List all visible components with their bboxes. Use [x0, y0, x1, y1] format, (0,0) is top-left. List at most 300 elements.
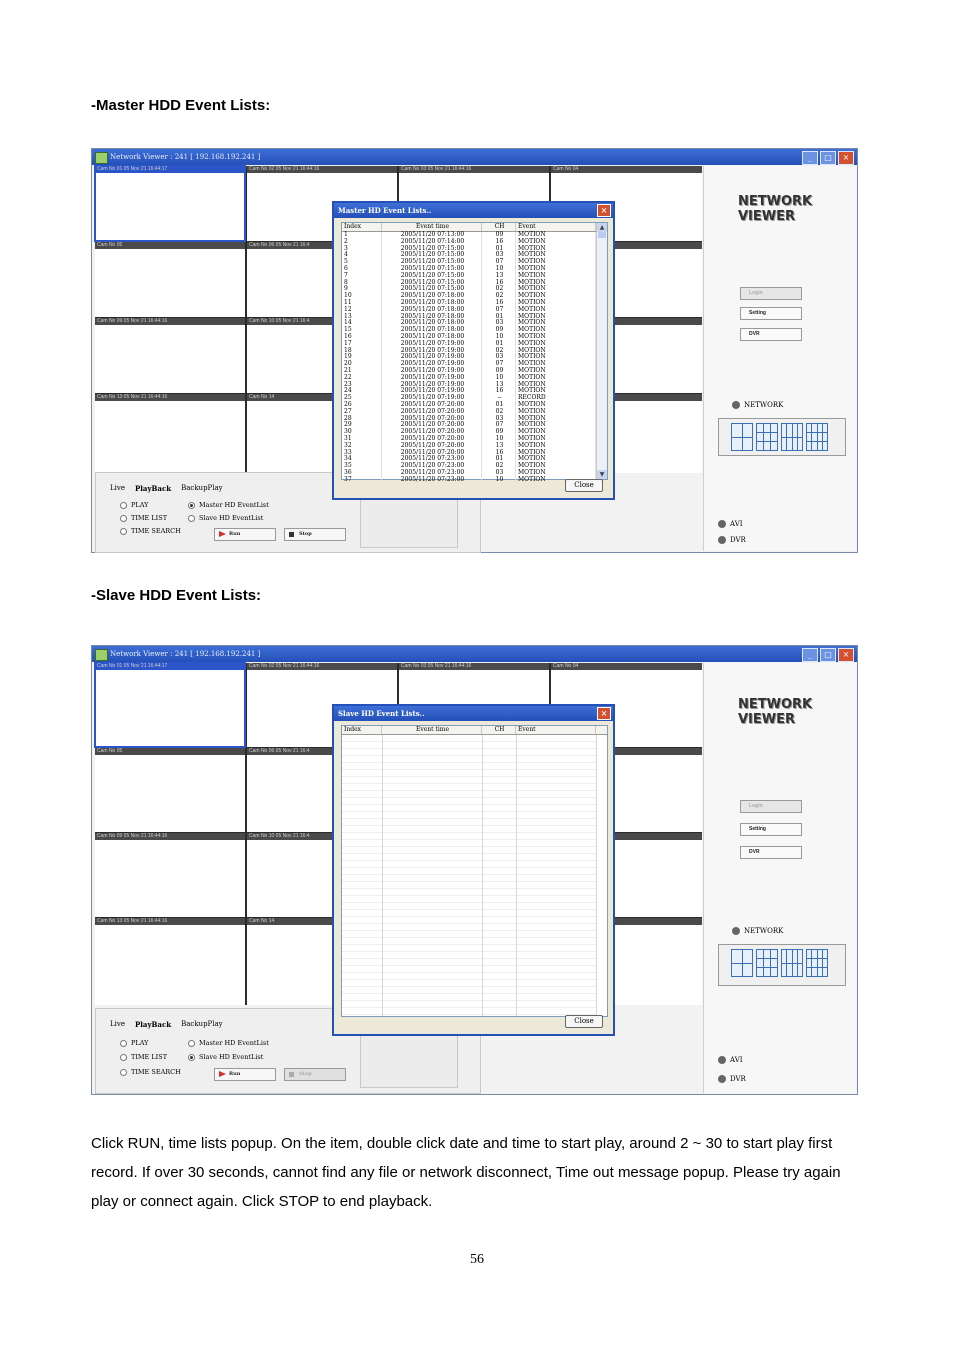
camera-cell[interactable] — [95, 394, 245, 473]
row-event: MOTION — [516, 334, 596, 341]
row-event-time: 2005/11/20 07:19:00 — [382, 382, 482, 389]
heading-slave: -Slave HDD Event Lists: — [91, 587, 262, 604]
camera-label: Cam No 02 05 Nov 21 16:44:16 — [247, 166, 397, 173]
network-status-icon — [732, 401, 740, 409]
row-event: MOTION — [516, 300, 596, 307]
row-event: MOTION — [516, 273, 596, 280]
row-event: MOTION — [516, 409, 596, 416]
table-row[interactable] — [342, 375, 607, 382]
camera-label: Cam No 03 05 Nov 21 16:44:16 — [399, 166, 549, 173]
row-ch: 01 — [482, 402, 516, 409]
row-event-time: 2005/11/20 07:20:00 — [382, 429, 482, 436]
table-row[interactable] — [342, 382, 607, 389]
row-ch: 02 — [482, 293, 516, 300]
dialog-close-button[interactable]: Close — [565, 1015, 603, 1028]
dialog-close-icon[interactable]: × — [597, 707, 611, 720]
row-event-time: 2005/11/20 07:20:00 — [382, 436, 482, 443]
layout-4x4-button[interactable] — [806, 423, 828, 451]
option-time-list[interactable]: TIME LIST — [120, 1053, 167, 1061]
layout-3x3-button[interactable] — [781, 423, 803, 451]
network-viewer-logo: NETWORK VIEWER — [738, 697, 813, 727]
row-index: 19 — [342, 354, 382, 361]
row-index: 2 — [342, 239, 382, 246]
close-window-button[interactable]: × — [838, 151, 854, 165]
slave-event-dialog — [332, 704, 615, 1036]
table-row[interactable] — [342, 232, 607, 239]
table-row[interactable] — [342, 456, 607, 463]
row-event-time: 2005/11/20 07:18:00 — [382, 300, 482, 307]
row-event-time: 2005/11/20 07:15:00 — [382, 246, 482, 253]
row-index: 16 — [342, 334, 382, 341]
instruction-paragraph: Click RUN, time lists popup. On the item, double click date and time to start play, around 2 ~ 30 to start play first record. If over 30 seconds, cannot find any file or network disconnect, Time out message popup. Please try again play or connect again. Click STOP to end playback. — [91, 1135, 841, 1210]
network-status-icon — [732, 927, 740, 935]
row-event-time: 2005/11/20 07:20:00 — [382, 450, 482, 457]
row-event-time: 2005/11/20 07:15:00 — [382, 266, 482, 273]
row-event-time: 2005/11/20 07:23:00 — [382, 456, 482, 463]
table-row[interactable] — [342, 402, 607, 409]
row-ch: 02 — [482, 409, 516, 416]
row-event: MOTION — [516, 286, 596, 293]
row-event-time: 2005/11/20 07:19:00 — [382, 375, 482, 382]
row-ch: 01 — [482, 456, 516, 463]
row-ch: 13 — [482, 273, 516, 280]
row-ch: 16 — [482, 300, 516, 307]
minimize-button[interactable]: _ — [802, 151, 818, 165]
row-ch: 09 — [482, 368, 516, 375]
row-index: 4 — [342, 252, 382, 259]
maximize-button[interactable]: □ — [820, 648, 836, 662]
option-time-search[interactable]: TIME SEARCH — [120, 527, 181, 535]
row-ch: 01 — [482, 341, 516, 348]
row-index: 8 — [342, 280, 382, 287]
table-row[interactable] — [342, 388, 607, 395]
table-row[interactable] — [342, 259, 607, 266]
table-row[interactable] — [342, 334, 607, 341]
maximize-button[interactable]: □ — [820, 151, 836, 165]
row-event-time: 2005/11/20 07:19:00 — [382, 395, 482, 402]
row-ch: 07 — [482, 422, 516, 429]
camera-label: Cam No 05 — [95, 748, 245, 755]
camera-cell[interactable] — [95, 833, 245, 917]
close-window-button[interactable]: × — [838, 648, 854, 662]
table-row[interactable] — [342, 395, 607, 402]
camera-label: Cam No 04 — [551, 663, 702, 670]
row-event-time: 2005/11/20 07:19:00 — [382, 354, 482, 361]
row-event: MOTION — [516, 320, 596, 327]
event-list-header — [342, 726, 607, 735]
row-event: MOTION — [516, 246, 596, 253]
row-index: 28 — [342, 416, 382, 423]
row-event-time: 2005/11/20 07:20:00 — [382, 416, 482, 423]
camera-label: Cam No 14 — [247, 918, 397, 925]
dvr-button[interactable]: DVR — [740, 328, 802, 341]
table-row[interactable] — [342, 239, 607, 246]
row-ch: 07 — [482, 361, 516, 368]
avi-radio-icon — [718, 1056, 726, 1064]
event-list — [341, 725, 608, 1017]
camera-label: Cam No 13 05 Nov 21 16:44:16 — [95, 394, 245, 401]
scrollbar[interactable] — [596, 223, 607, 479]
network-viewer-logo: NETWORK VIEWER — [738, 194, 813, 224]
row-index: 26 — [342, 402, 382, 409]
row-ch: 10 — [482, 266, 516, 273]
row-index: 5 — [342, 259, 382, 266]
row-event: MOTION — [516, 456, 596, 463]
row-index: 33 — [342, 450, 382, 457]
tab-playback[interactable]: PlayBack — [134, 484, 172, 493]
row-event-time: 2005/11/20 07:18:00 — [382, 320, 482, 327]
row-ch: 01 — [482, 314, 516, 321]
layout-1x1-button[interactable] — [731, 423, 753, 451]
row-index: 18 — [342, 348, 382, 355]
row-event: RECORD — [516, 395, 596, 402]
right-panel — [703, 166, 856, 551]
camera-label: Cam No 01 05 Nov 21 16:44:17 — [95, 663, 245, 670]
option-master-eventlist[interactable]: Master HD EventList — [188, 501, 269, 509]
stop-button[interactable]: Stop — [284, 528, 346, 541]
row-event-time: 2005/11/20 07:15:00 — [382, 280, 482, 287]
option-slave-eventlist[interactable]: Slave HD EventList — [188, 1053, 263, 1061]
row-ch: 03 — [482, 354, 516, 361]
row-ch: 10 — [482, 334, 516, 341]
camera-label: Cam No 10 05 Nov 21 16:4 — [247, 318, 397, 325]
tab-backupplay[interactable]: BackupPlay — [181, 1020, 223, 1028]
row-event: MOTION — [516, 341, 596, 348]
row-ch: 16 — [482, 239, 516, 246]
column-index[interactable]: Index — [342, 726, 382, 734]
row-ch: 10 — [482, 375, 516, 382]
camera-label: Cam No 14 — [247, 394, 397, 401]
row-index: 31 — [342, 436, 382, 443]
row-event: MOTION — [516, 293, 596, 300]
row-ch: 10 — [482, 477, 516, 484]
row-ch: 09 — [482, 429, 516, 436]
row-index: 37 — [342, 477, 382, 484]
column-event-time[interactable]: Event time — [382, 726, 482, 734]
layout-1x1-button[interactable] — [731, 949, 753, 977]
camera-cell[interactable] — [95, 166, 245, 241]
row-index: 35 — [342, 463, 382, 470]
row-ch: 10 — [482, 436, 516, 443]
row-event-time: 2005/11/20 07:18:00 — [382, 327, 482, 334]
row-event-time: 2005/11/20 07:23:00 — [382, 470, 482, 477]
row-event: MOTION — [516, 375, 596, 382]
camera-cell[interactable] — [95, 748, 245, 832]
table-row[interactable] — [342, 354, 607, 361]
row-event: MOTION — [516, 436, 596, 443]
slave-screenshot — [91, 645, 858, 1095]
row-event-time: 2005/11/20 07:19:00 — [382, 348, 482, 355]
window-title: Network Viewer : 241 [ 192.168.192.241 ] — [110, 153, 261, 161]
layout-2x2-button[interactable] — [756, 949, 778, 977]
row-event: MOTION — [516, 443, 596, 450]
row-index: 24 — [342, 388, 382, 395]
scroll-thumb[interactable] — [598, 232, 606, 238]
layout-selector — [718, 944, 846, 986]
network-indicator: NETWORK — [732, 927, 783, 935]
camera-label: Cam No 06 05 Nov 21 16:4 — [247, 748, 397, 755]
window-titlebar — [92, 149, 857, 165]
scroll-down-icon[interactable]: ▼ — [597, 470, 607, 479]
row-ch: 03 — [482, 416, 516, 423]
row-ch: 09 — [482, 232, 516, 239]
camera-label: Cam No 01 05 Nov 21 16:44:17 — [95, 166, 245, 173]
stop-button[interactable]: Stop — [284, 1068, 346, 1081]
login-button[interactable]: Login — [740, 800, 802, 813]
app-icon — [95, 649, 108, 661]
row-index: 32 — [342, 443, 382, 450]
dvr-option[interactable]: DVR — [718, 536, 746, 544]
row-event: MOTION — [516, 463, 596, 470]
row-index: 34 — [342, 456, 382, 463]
row-event: MOTION — [516, 259, 596, 266]
row-index: 11 — [342, 300, 382, 307]
table-row[interactable] — [342, 436, 607, 443]
table-row[interactable] — [342, 280, 607, 287]
camera-label: Cam No 05 — [95, 242, 245, 249]
window-titlebar — [92, 646, 857, 662]
row-ch: 16 — [482, 280, 516, 287]
avi-option[interactable]: AVI — [718, 1056, 743, 1064]
right-panel — [703, 663, 856, 1093]
row-index: 3 — [342, 246, 382, 253]
row-event-time: 2005/11/20 07:18:00 — [382, 293, 482, 300]
layout-4x4-button[interactable] — [806, 949, 828, 977]
event-list — [341, 222, 608, 483]
column-ch[interactable]: CH — [482, 223, 516, 231]
row-event: MOTION — [516, 361, 596, 368]
row-ch: 03 — [482, 470, 516, 477]
table-row[interactable] — [342, 252, 607, 259]
table-row[interactable] — [342, 293, 607, 300]
event-list-header — [342, 223, 607, 232]
table-row[interactable] — [342, 361, 607, 368]
camera-cell[interactable] — [95, 918, 245, 1005]
table-row[interactable] — [342, 450, 607, 457]
column-ch[interactable]: CH — [482, 726, 516, 734]
row-event: MOTION — [516, 416, 596, 423]
row-event: MOTION — [516, 422, 596, 429]
page-number: 56 — [470, 1252, 484, 1267]
row-event-time: 2005/11/20 07:19:00 — [382, 388, 482, 395]
row-event-time: 2005/11/20 07:14:00 — [382, 239, 482, 246]
heading-master: -Master HDD Event Lists: — [91, 97, 271, 114]
row-index: 15 — [342, 327, 382, 334]
row-ch: 03 — [482, 320, 516, 327]
tab-live[interactable]: Live — [110, 484, 125, 492]
setting-button[interactable]: Setting — [740, 307, 802, 320]
camera-label: Cam No 13 05 Nov 21 16:44:16 — [95, 918, 245, 925]
camera-label: Cam No 10 05 Nov 21 16:4 — [247, 833, 397, 840]
camera-label: Cam No 04 — [551, 166, 702, 173]
row-ch: 16 — [482, 388, 516, 395]
row-event: MOTION — [516, 368, 596, 375]
row-ch: 13 — [482, 382, 516, 389]
table-row[interactable] — [342, 443, 607, 450]
row-ch: 02 — [482, 463, 516, 470]
window-title: Network Viewer : 241 [ 192.168.192.241 ] — [110, 650, 261, 658]
camera-label: Cam No 03 05 Nov 21 16:44:16 — [399, 663, 549, 670]
row-event: MOTION — [516, 266, 596, 273]
table-row[interactable] — [342, 273, 607, 280]
row-index: 25 — [342, 395, 382, 402]
camera-label: Cam No 02 05 Nov 21 16:44:16 — [247, 663, 397, 670]
row-ch: 03 — [482, 252, 516, 259]
column-event[interactable]: Event — [516, 223, 596, 231]
row-event-time: 2005/11/20 07:23:00 — [382, 463, 482, 470]
row-event-time: 2005/11/20 07:15:00 — [382, 259, 482, 266]
row-event: MOTION — [516, 477, 596, 484]
row-event-time: 2005/11/20 07:20:00 — [382, 443, 482, 450]
dvr-radio-icon — [718, 1075, 726, 1083]
row-event: MOTION — [516, 239, 596, 246]
option-time-list[interactable]: TIME LIST — [120, 514, 167, 522]
master-screenshot — [91, 148, 858, 553]
camera-label: Cam No 09 05 Nov 21 16:44:16 — [95, 318, 245, 325]
row-ch: 16 — [482, 450, 516, 457]
setting-button[interactable]: Setting — [740, 823, 802, 836]
row-ch: -- — [482, 395, 516, 402]
app-icon — [95, 152, 108, 164]
row-ch: 02 — [482, 348, 516, 355]
row-event: MOTION — [516, 327, 596, 334]
network-indicator: NETWORK — [732, 401, 783, 409]
row-index: 30 — [342, 429, 382, 436]
row-event-time: 2005/11/20 07:13:00 — [382, 232, 482, 239]
camera-label: Cam No 09 05 Nov 21 16:44:16 — [95, 833, 245, 840]
option-master-eventlist[interactable]: Master HD EventList — [188, 1039, 269, 1047]
column-index[interactable]: Index — [342, 223, 382, 231]
row-index: 10 — [342, 293, 382, 300]
row-index: 20 — [342, 361, 382, 368]
option-slave-eventlist[interactable]: Slave HD EventList — [188, 514, 263, 522]
row-index: 17 — [342, 341, 382, 348]
row-ch: 13 — [482, 443, 516, 450]
table-row[interactable] — [342, 409, 607, 416]
camera-cell[interactable] — [95, 663, 245, 747]
row-event: MOTION — [516, 450, 596, 457]
camera-cell[interactable] — [95, 318, 245, 393]
row-event: MOTION — [516, 388, 596, 395]
row-event-time: 2005/11/20 07:23:00 — [382, 477, 482, 484]
row-event: MOTION — [516, 314, 596, 321]
row-index: 36 — [342, 470, 382, 477]
table-row[interactable] — [342, 368, 607, 375]
row-event: MOTION — [516, 470, 596, 477]
tab-backupplay[interactable]: BackupPlay — [181, 484, 223, 492]
table-row[interactable] — [342, 246, 607, 253]
row-event: MOTION — [516, 354, 596, 361]
row-index: 22 — [342, 375, 382, 382]
dvr-option[interactable]: DVR — [718, 1075, 746, 1083]
tab-live[interactable]: Live — [110, 1020, 125, 1028]
table-row[interactable] — [342, 422, 607, 429]
row-ch: 07 — [482, 307, 516, 314]
login-button[interactable]: Login — [740, 287, 802, 300]
row-index: 13 — [342, 314, 382, 321]
event-rows — [342, 232, 607, 483]
layout-3x3-button[interactable] — [781, 949, 803, 977]
row-event-time: 2005/11/20 07:15:00 — [382, 252, 482, 259]
avi-option[interactable]: AVI — [718, 520, 743, 528]
row-ch: 09 — [482, 327, 516, 334]
dvr-radio-icon — [718, 536, 726, 544]
row-index: 6 — [342, 266, 382, 273]
option-play[interactable]: PLAY — [120, 1039, 148, 1047]
row-event: MOTION — [516, 307, 596, 314]
table-row[interactable] — [342, 429, 607, 436]
avi-radio-icon — [718, 520, 726, 528]
row-event-time: 2005/11/20 07:20:00 — [382, 402, 482, 409]
row-index: 9 — [342, 286, 382, 293]
scroll-up-icon[interactable]: ▲ — [597, 223, 607, 232]
empty-list-area — [342, 735, 597, 1016]
row-index: 29 — [342, 422, 382, 429]
dialog-titlebar: Master HD Event Lists.. × — [334, 203, 613, 218]
option-play[interactable]: PLAY — [120, 501, 148, 509]
table-row[interactable] — [342, 266, 607, 273]
table-row[interactable] — [342, 286, 607, 293]
row-event-time: 2005/11/20 07:20:00 — [382, 422, 482, 429]
layout-2x2-button[interactable] — [756, 423, 778, 451]
dialog-titlebar: Slave HD Event Lists.. × — [334, 706, 613, 721]
row-event-time: 2005/11/20 07:18:00 — [382, 334, 482, 341]
table-row[interactable] — [342, 314, 607, 321]
row-event: MOTION — [516, 280, 596, 287]
row-ch: 07 — [482, 259, 516, 266]
dialog-close-button[interactable]: Close — [565, 479, 603, 492]
table-row[interactable] — [342, 416, 607, 423]
row-index: 23 — [342, 382, 382, 389]
row-event-time: 2005/11/20 07:18:00 — [382, 307, 482, 314]
row-index: 14 — [342, 320, 382, 327]
run-button[interactable]: Run — [214, 1068, 276, 1081]
row-index: 7 — [342, 273, 382, 280]
row-index: 27 — [342, 409, 382, 416]
minimize-button[interactable]: _ — [802, 648, 818, 662]
row-event: MOTION — [516, 348, 596, 355]
table-row[interactable] — [342, 307, 607, 314]
row-index: 1 — [342, 232, 382, 239]
row-event-time: 2005/11/20 07:19:00 — [382, 368, 482, 375]
layout-selector — [718, 418, 846, 456]
table-row[interactable] — [342, 327, 607, 334]
dvr-button[interactable]: DVR — [740, 846, 802, 859]
camera-label: Cam No 06 05 Nov 21 16:4 — [247, 242, 397, 249]
row-event: MOTION — [516, 402, 596, 409]
column-event-time[interactable]: Event time — [382, 223, 482, 231]
table-row[interactable] — [342, 341, 607, 348]
tab-playback[interactable]: PlayBack — [134, 1020, 172, 1029]
row-ch: 02 — [482, 286, 516, 293]
run-button[interactable]: Run — [214, 528, 276, 541]
column-event[interactable]: Event — [516, 726, 596, 734]
table-row[interactable] — [342, 300, 607, 307]
table-row[interactable] — [342, 320, 607, 327]
row-event-time: 2005/11/20 07:15:00 — [382, 286, 482, 293]
row-index: 21 — [342, 368, 382, 375]
row-event-time: 2005/11/20 07:20:00 — [382, 409, 482, 416]
row-event: MOTION — [516, 252, 596, 259]
table-row[interactable] — [342, 470, 607, 477]
table-row[interactable] — [342, 348, 607, 355]
row-event: MOTION — [516, 429, 596, 436]
option-time-search[interactable]: TIME SEARCH — [120, 1068, 181, 1076]
row-event-time: 2005/11/20 07:18:00 — [382, 314, 482, 321]
camera-cell[interactable] — [95, 242, 245, 317]
dialog-close-icon[interactable]: × — [597, 204, 611, 217]
table-row[interactable] — [342, 463, 607, 470]
